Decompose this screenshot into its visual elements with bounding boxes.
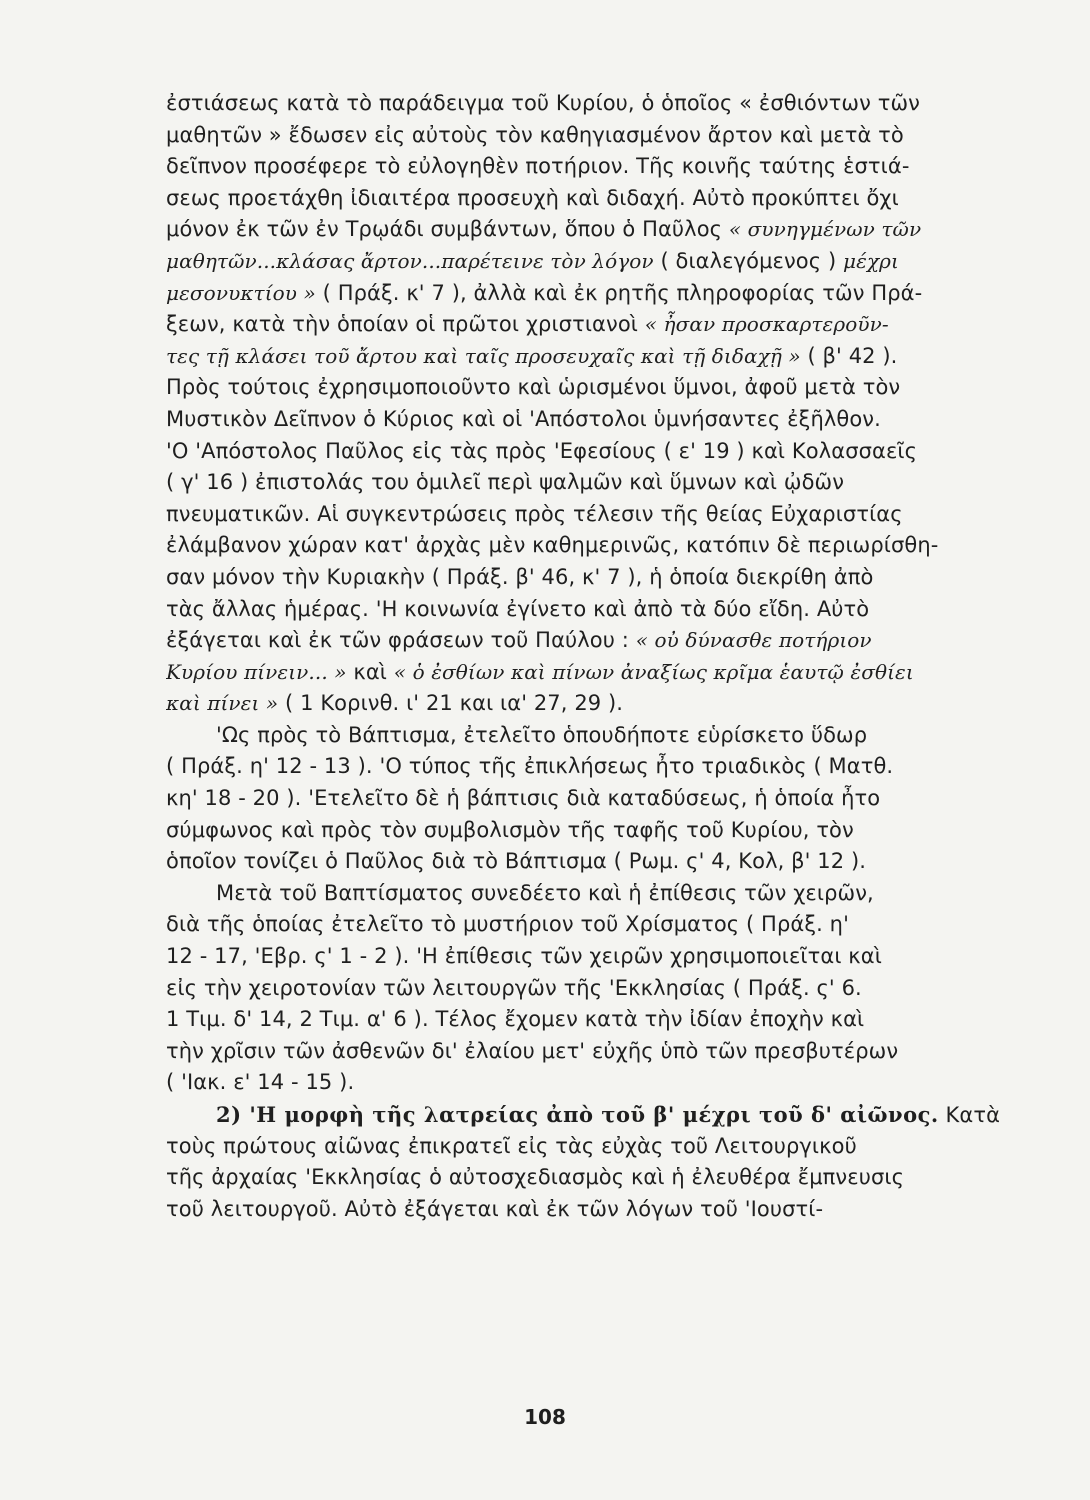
text-line: ἐξάγεται καὶ ἐκ τῶν φράσεων τοῦ Παύλου : « οὐ δύνασθε ποτήριον <box>166 628 872 653</box>
text-line: πνευματικῶν. Αἱ συγκεντρώσεις πρὸς τέλεσιν τῆς θείας Εὐχαριστίας <box>166 501 903 526</box>
text-line: κη' 18 - 20 ). 'Ετελεῖτο δὲ ἡ βάπτισις διὰ καταδύσεως, ἡ ὁποία ἦτο <box>166 786 881 811</box>
page-number: 108 <box>524 1405 566 1429</box>
text-line: ἐστιάσεως κατὰ τὸ παράδειγμα τοῦ Κυρίου, ὁ ὁποῖος « ἐσθιόντων τῶν <box>166 91 920 115</box>
quote-italic: « συνηγμένων τῶν <box>728 217 922 242</box>
text-line: ( γ' 16 ) ἐπιστολάς του ὁμιλεῖ περὶ ψαλμῶν καὶ ὕμνων καὶ ᾠδῶν <box>166 470 845 495</box>
text-line: σεως προετάχθη ἰδιαιτέρα προσευχὴ καὶ διδαχή. Αὐτὸ προκύπτει ὄχι <box>166 185 899 210</box>
text-line: ὁποῖον τονίζει ὁ Παῦλος διὰ τὸ Βάπτισμα ( Ρωμ. ς' 4, Κολ, β' 12 ). <box>166 849 867 874</box>
text-line: ( Πράξ. η' 12 - 13 ). 'Ο τύπος τῆς ἐπικλήσεως ἦτο τριαδικὸς ( Ματθ. <box>166 754 894 779</box>
quote-italic: Κυρίου πίνειν... » <box>166 659 347 684</box>
text-line: 'Ο 'Απόστολος Παῦλος εἰς τὰς πρὸς 'Εφεσίους ( ε' 19 ) καὶ Κολασσαεῖς <box>166 438 918 463</box>
text-line: μαθητῶν...κλάσας ἄρτον...παρέτεινε τὸν λόγον ( διαλεγόμενος ) μέχρι <box>166 248 899 273</box>
quote-italic: μαθητῶν...κλάσας ἄρτον...παρέτεινε τὸν λόγον <box>166 248 654 273</box>
text-line: μαθητῶν » ἔδωσεν εἰς αὐτοὺς τὸν καθηγιασμένον ἄρτον καὶ μετὰ τὸ <box>166 122 904 147</box>
text-line: τοῦ λειτουργοῦ. Αὐτὸ ἐξάγεται καὶ ἐκ τῶν λόγων τοῦ 'Ιουστί- <box>166 1196 824 1221</box>
text-line: τες τῇ κλάσει τοῦ ἄρτου καὶ ταῖς προσευχαῖς καὶ τῇ διδαχῇ » ( β' 42 ). <box>166 343 898 368</box>
section-heading: 2) 'Η μορφὴ τῆς λατρείας ἀπὸ τοῦ β' μέχρι τοῦ δ' αἰῶνος. <box>216 1102 939 1127</box>
text-line: ξεων, κατὰ τὴν ὁποίαν οἱ πρῶτοι χριστιανοὶ « ἦσαν προσκαρτεροῦν- <box>166 312 889 337</box>
quote-italic: καὶ πίνει » <box>166 691 279 716</box>
text-line: μόνον ἐκ τῶν ἐν Τρῳάδι συμβάντων, ὅπου ὁ Παῦλος « συνηγμένων τῶν <box>166 217 922 242</box>
text-line: Πρὸς τούτοις ἐχρησιμοποιοῦντο καὶ ὡρισμένοι ὕμνοι, ἀφοῦ μετὰ τὸν <box>166 375 901 400</box>
text-line: 1 Τιμ. δ' 14, 2 Τιμ. α' 6 ). Τέλος ἔχομεν κατὰ τὴν ἰδίαν ἐποχὴν καὶ <box>166 1007 865 1032</box>
paragraph-start-line: Μετὰ τοῦ Βαπτίσματος συνεδέετο καὶ ἡ ἐπίθεσις τῶν χειρῶν, <box>216 880 874 905</box>
text-line: μεσονυκτίου » ( Πράξ. κ' 7 ), ἀλλὰ καὶ ἐκ ρητῆς πληροφορίας τῶν Πρά- <box>166 280 923 305</box>
quote-italic: μεσονυκτίου » <box>166 280 316 305</box>
quote-italic: « ἦσαν προσκαρτεροῦν- <box>644 312 889 337</box>
quote-italic: τες τῇ κλάσει τοῦ ἄρτου καὶ ταῖς προσευχαῖς καὶ τῇ διδαχῇ » <box>166 343 801 368</box>
text-line: καὶ πίνει » ( 1 Κορινθ. ι' 21 και ια' 27, 29 ). <box>166 691 624 716</box>
text-line: τοὺς πρώτους αἰῶνας ἐπικρατεῖ εἰς τὰς εὐχὰς τοῦ Λειτουργικοῦ <box>166 1133 857 1158</box>
paragraph-start-line: 'Ως πρὸς τὸ Βάπτισμα, ἐτελεῖτο ὁπουδήποτε εὑρίσκετο ὕδωρ <box>216 722 868 747</box>
text-line: δεῖπνον προσέφερε τὸ εὐλογηθὲν ποτήριον. Τῆς κοινῆς ταύτης ἑστιά- <box>166 154 910 179</box>
section-heading-line: 2) 'Η μορφὴ τῆς λατρείας ἀπὸ τοῦ β' μέχρι τοῦ δ' αἰῶνος. Κατὰ <box>216 1102 1001 1127</box>
text-line: τὴν χρῖσιν τῶν ἀσθενῶν δι' ἐλαίου μετ' εὐχῆς ὑπὸ τῶν πρεσβυτέρων <box>166 1038 899 1063</box>
text-line: εἰς τὴν χειροτονίαν τῶν λειτουργῶν τῆς 'Εκκλησίας ( Πράξ. ς' 6. <box>166 975 862 1000</box>
quote-italic: μέχρι <box>843 248 899 273</box>
text-line: 12 - 17, 'Εβρ. ς' 1 - 2 ). 'Η ἐπίθεσις τῶν χειρῶν χρησιμοποιεῖται καὶ <box>166 944 882 969</box>
text-line: σαν μόνον τὴν Κυριακὴν ( Πράξ. β' 46, κ' 7 ), ἡ ὁποία διεκρίθη ἀπὸ <box>166 564 874 589</box>
text-line: διὰ τῆς ὁποίας ἐτελεῖτο τὸ μυστήριον τοῦ Χρίσματος ( Πράξ. η' <box>166 912 849 937</box>
text-line: τῆς ἀρχαίας 'Εκκλησίας ὁ αὐτοσχεδιασμὸς καὶ ἡ ἐλευθέρα ἔμπνευσις <box>166 1165 904 1190</box>
quote-italic: « οὐ δύνασθε ποτήριον <box>635 628 872 653</box>
text-line: ἐλάμβανον χώραν κατ' ἀρχὰς μὲν καθημερινῶς, κατόπιν δὲ περιωρίσθη- <box>166 533 939 558</box>
text-line: Κυρίου πίνειν... » καὶ « ὁ ἐσθίων καὶ πίνων ἀναξίως κρῖμα ἑαυτῷ ἐσθίει <box>166 659 914 684</box>
text-line: σύμφωνος καὶ πρὸς τὸν συμβολισμὸν τῆς ταφῆς τοῦ Κυρίου, τὸν <box>166 817 854 842</box>
quote-italic: « ὁ ἐσθίων καὶ πίνων ἀναξίως κρῖμα ἑαυτῷ ἐσθίει <box>393 659 914 684</box>
text-line: τὰς ἄλλας ἡμέρας. 'Η κοινωνία ἐγίνετο καὶ ἀπὸ τὰ δύο εἴδη. Αὐτὸ <box>166 596 870 621</box>
page-body <box>166 88 1016 1225</box>
text-line: ( 'Ιακ. ε' 14 - 15 ). <box>166 1070 355 1095</box>
text-line: Μυστικὸν Δεῖπνον ὁ Κύριος καὶ οἱ 'Απόστολοι ὑμνήσαντες ἐξῆλθον. <box>166 406 881 431</box>
